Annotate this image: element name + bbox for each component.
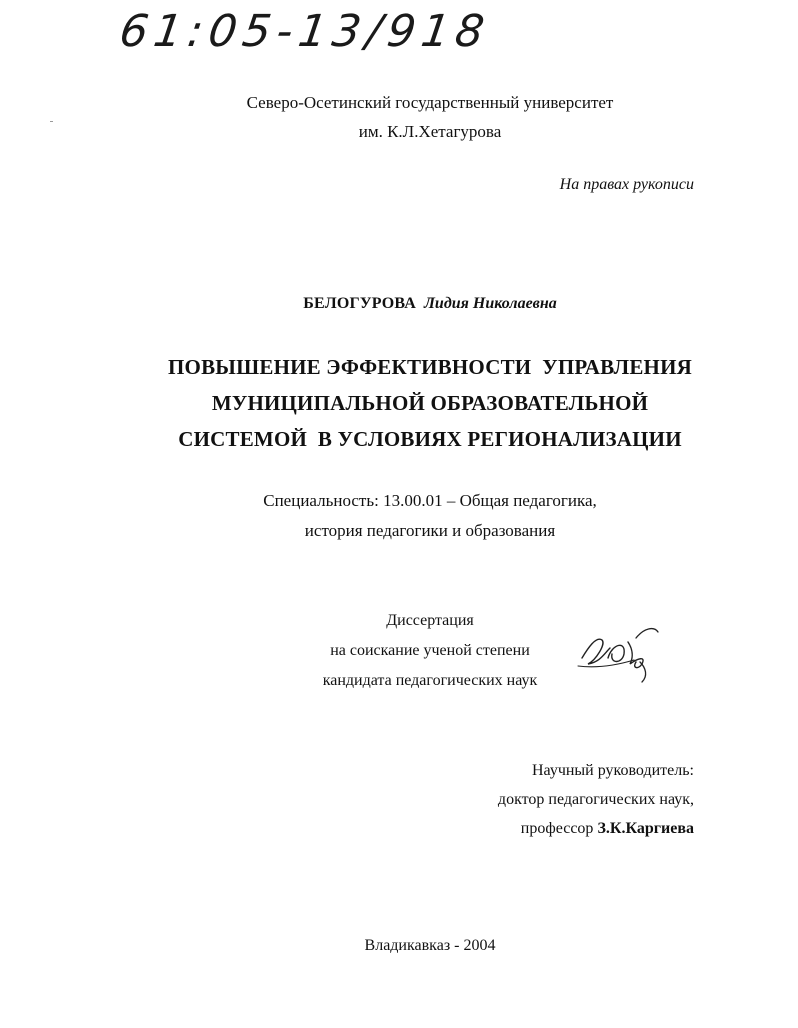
- place-and-year: Владикавказ - 2004: [364, 937, 496, 954]
- degree-purpose: на соискание ученой степени: [330, 642, 530, 659]
- degree-block: [0, 606, 798, 696]
- supervisor-heading: Научный руководитель:: [531, 762, 694, 779]
- author-given-names: Лидия Николаевна: [423, 295, 557, 312]
- supervisor-rank: профессор: [520, 820, 594, 837]
- university-honorific: им. К.Л.Хетагурова: [358, 122, 502, 141]
- document-type: Диссертация: [386, 612, 474, 629]
- author-surname: БЕЛОГУРОВА: [303, 295, 416, 312]
- manuscript-rights-note: На правах рукописи: [559, 176, 694, 193]
- title-line: ПОВЫШЕНИЕ ЭФФЕКТИВНОСТИ УПРАВЛЕНИЯ: [168, 355, 692, 379]
- university-block: [0, 88, 798, 146]
- supervisor-block: [498, 756, 694, 843]
- specialty-code: Специальность: 13.00.01 – Общая педагогика,: [263, 491, 597, 510]
- supervisor-name: З.К.Каргиева: [597, 820, 694, 837]
- handwritten-archive-code: 61:05-13/918: [116, 6, 494, 57]
- author-name: [0, 295, 798, 313]
- specialty-block: [0, 486, 798, 546]
- university-name: Северо-Осетинский государственный университет: [246, 93, 614, 112]
- title-line: МУНИЦИПАЛЬНОЙ ОБРАЗОВАТЕЛЬНОЙ: [211, 391, 649, 415]
- dissertation-title: [0, 349, 798, 457]
- degree-name: кандидата педагогических наук: [322, 672, 538, 689]
- supervisor-degree: доктор педагогических наук,: [497, 791, 694, 808]
- supervisor-title-line: [498, 814, 694, 843]
- handwritten-signature: [574, 618, 666, 688]
- specialty-name: история педагогики и образования: [304, 521, 556, 540]
- title-line: СИСТЕМОЙ В УСЛОВИЯХ РЕГИОНАЛИЗАЦИИ: [178, 427, 682, 451]
